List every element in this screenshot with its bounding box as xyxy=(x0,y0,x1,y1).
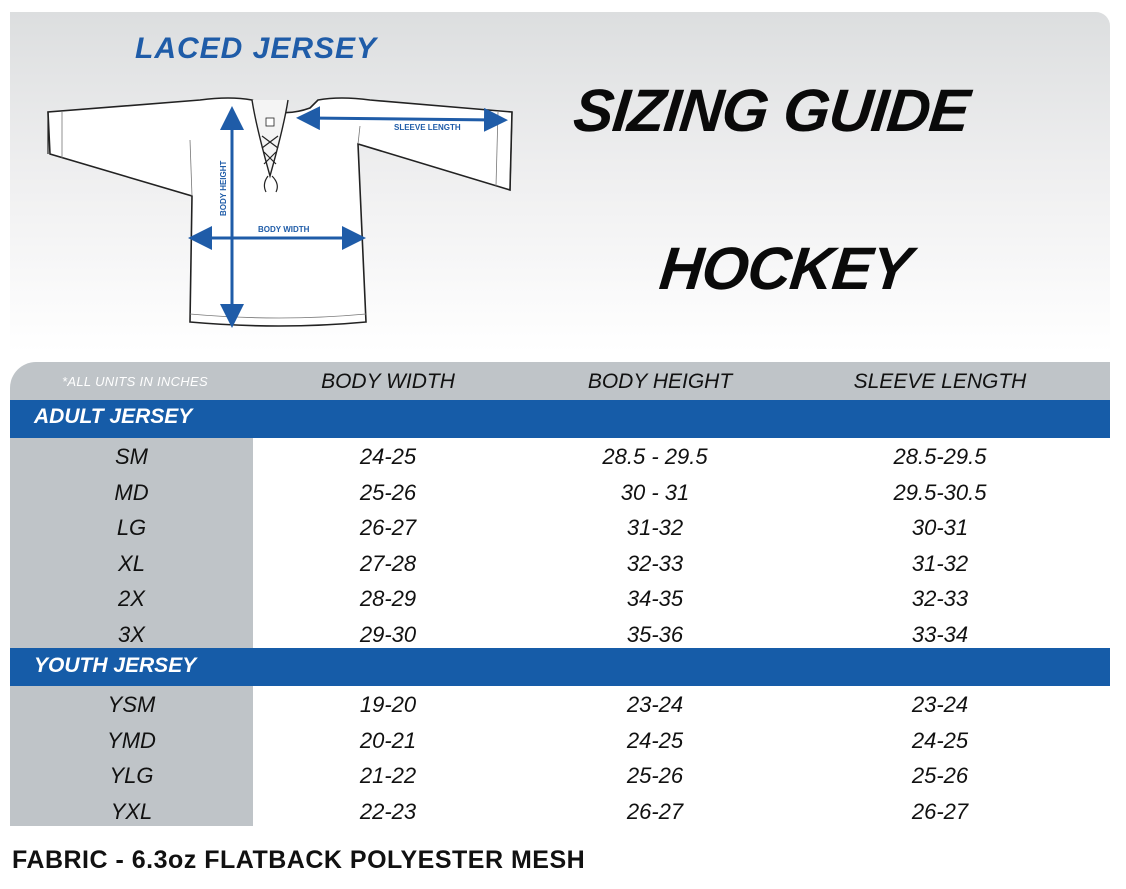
jersey-title: LACED JERSEY xyxy=(135,32,378,65)
size-label: LG xyxy=(116,515,147,540)
cell-sleeve: 25-26 xyxy=(911,763,969,788)
size-label: YXL xyxy=(110,798,153,824)
body-width-label: BODY WIDTH xyxy=(258,225,310,234)
cell-width: 27-28 xyxy=(359,550,417,576)
cell-sleeve: 33-34 xyxy=(911,621,969,647)
cell-sleeve: 23-24 xyxy=(911,692,969,717)
size-label: YLG xyxy=(109,763,154,788)
cell-sleeve: 29.5-30.5 xyxy=(893,479,987,505)
cell-height: 35-36 xyxy=(626,621,684,647)
size-label: SM xyxy=(115,444,148,469)
cell-height: 25-26 xyxy=(626,763,684,788)
body-height-label: BODY HEIGHT xyxy=(219,160,228,216)
cell-width: 28-29 xyxy=(359,586,417,611)
size-label: YSM xyxy=(107,692,156,717)
cell-height: 26-27 xyxy=(626,798,684,824)
cell-sleeve: 28.5-29.5 xyxy=(893,444,987,469)
cell-height: 31-32 xyxy=(626,515,684,540)
cell-sleeve: 30-31 xyxy=(911,515,969,540)
cell-width: 26-27 xyxy=(359,515,417,540)
cell-height: 32-33 xyxy=(626,550,684,576)
cell-height: 34-35 xyxy=(626,586,684,611)
cell-height: 28.5 - 29.5 xyxy=(602,444,708,469)
size-label: 2X xyxy=(118,586,145,611)
size-label: 3X xyxy=(118,621,145,647)
size-label: XL xyxy=(118,550,145,576)
cell-sleeve: 24-25 xyxy=(911,727,969,753)
cell-width: 24-25 xyxy=(359,444,417,469)
col-sleeve-length: SLEEVE LENGTH xyxy=(853,370,1027,393)
cell-width: 22-23 xyxy=(359,798,417,824)
sizing-guide-title: SIZING GUIDE xyxy=(570,77,973,144)
col-body-height: BODY HEIGHT xyxy=(587,370,733,393)
youth-label: YOUTH JERSEY xyxy=(34,654,197,677)
fabric-footer: FABRIC - 6.3oz FLATBACK POLYESTER MESH xyxy=(12,846,586,874)
cell-width: 25-26 xyxy=(359,479,417,505)
cell-sleeve: 26-27 xyxy=(911,798,969,824)
cell-width: 20-21 xyxy=(359,727,417,753)
cell-sleeve: 32-33 xyxy=(911,586,969,611)
cell-width: 19-20 xyxy=(359,692,417,717)
cell-sleeve: 31-32 xyxy=(911,550,969,576)
cell-height: 24-25 xyxy=(626,727,684,753)
sleeve-length-arrow xyxy=(308,118,496,120)
cell-width: 21-22 xyxy=(359,763,417,788)
units-note: *ALL UNITS IN INCHES xyxy=(62,374,208,389)
cell-height: 23-24 xyxy=(626,692,684,717)
col-body-width: BODY WIDTH xyxy=(321,370,455,393)
sleeve-length-label: SLEEVE LENGTH xyxy=(394,123,461,132)
hockey-title: HOCKEY xyxy=(656,235,915,302)
jersey-diagram xyxy=(40,96,520,332)
cell-width: 29-30 xyxy=(359,621,417,647)
cell-height: 30 - 31 xyxy=(620,479,690,505)
size-label: YMD xyxy=(107,727,156,753)
size-label: MD xyxy=(114,479,149,505)
adult-label: ADULT JERSEY xyxy=(34,405,193,428)
